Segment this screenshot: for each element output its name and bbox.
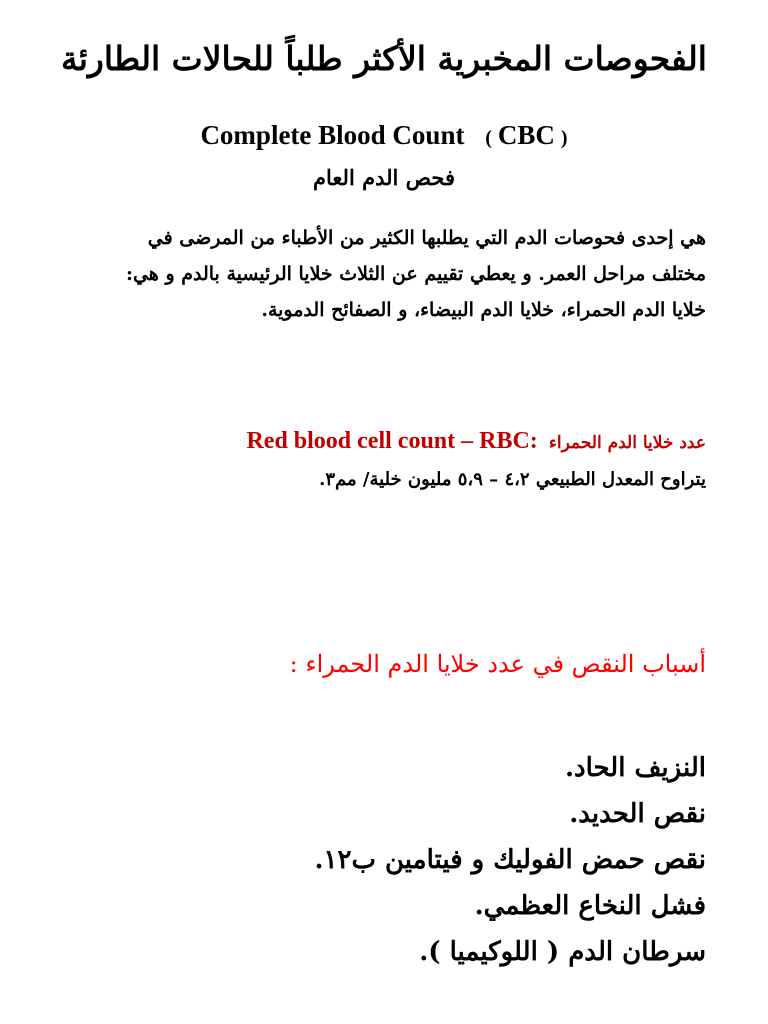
rbc-normal-range: يتراوح المعدل الطبيعي ٤،٢ – ٥،٩ مليون خلية/ مم٣. [319,469,706,490]
page-title: الفحوصات المخبرية الأكثر طلباً للحالات الطارئة [61,39,707,78]
list-item: نقص حمض الفوليك و فيتامين ب١٢. [314,845,706,875]
causes-list [314,745,706,975]
intro-line: خلايا الدم الحمراء، خلايا الدم البيضاء، و الصفائح الدموية. [261,299,706,321]
subtitle-english-text: Complete Blood Count [200,120,465,150]
rbc-heading-english: Red blood cell count – RBC: [246,428,538,454]
intro-paragraph [60,220,706,328]
subtitle-english [0,120,768,151]
list-item: سرطان الدم ( اللوكيميا ). [419,937,706,967]
subtitle-arabic: فحص الدم العام [313,165,455,190]
list-item: النزيف الحاد. [564,753,706,783]
paren-open: ( [485,127,492,149]
subtitle-abbreviation [485,120,568,150]
list-item: فشل النخاع العظمي. [474,891,706,921]
paren-close: ) [560,127,568,149]
abbreviation-text: CBC [497,120,555,150]
intro-line: هي إحدى فحوصات الدم التي يطلبها الكثير من الأطباء من المرضى في [147,227,706,249]
rbc-heading [246,428,706,455]
list-item: نقص الحديد. [569,799,706,829]
causes-heading: أسباب النقص في عدد خلايا الدم الحمراء : [289,650,706,678]
intro-line: مختلف مراحل العمر. و يعطي تقييم عن الثلاث خلايا الرئيسية بالدم و هي: [125,263,706,285]
rbc-heading-arabic: عدد خلايا الدم الحمراء [548,433,706,453]
